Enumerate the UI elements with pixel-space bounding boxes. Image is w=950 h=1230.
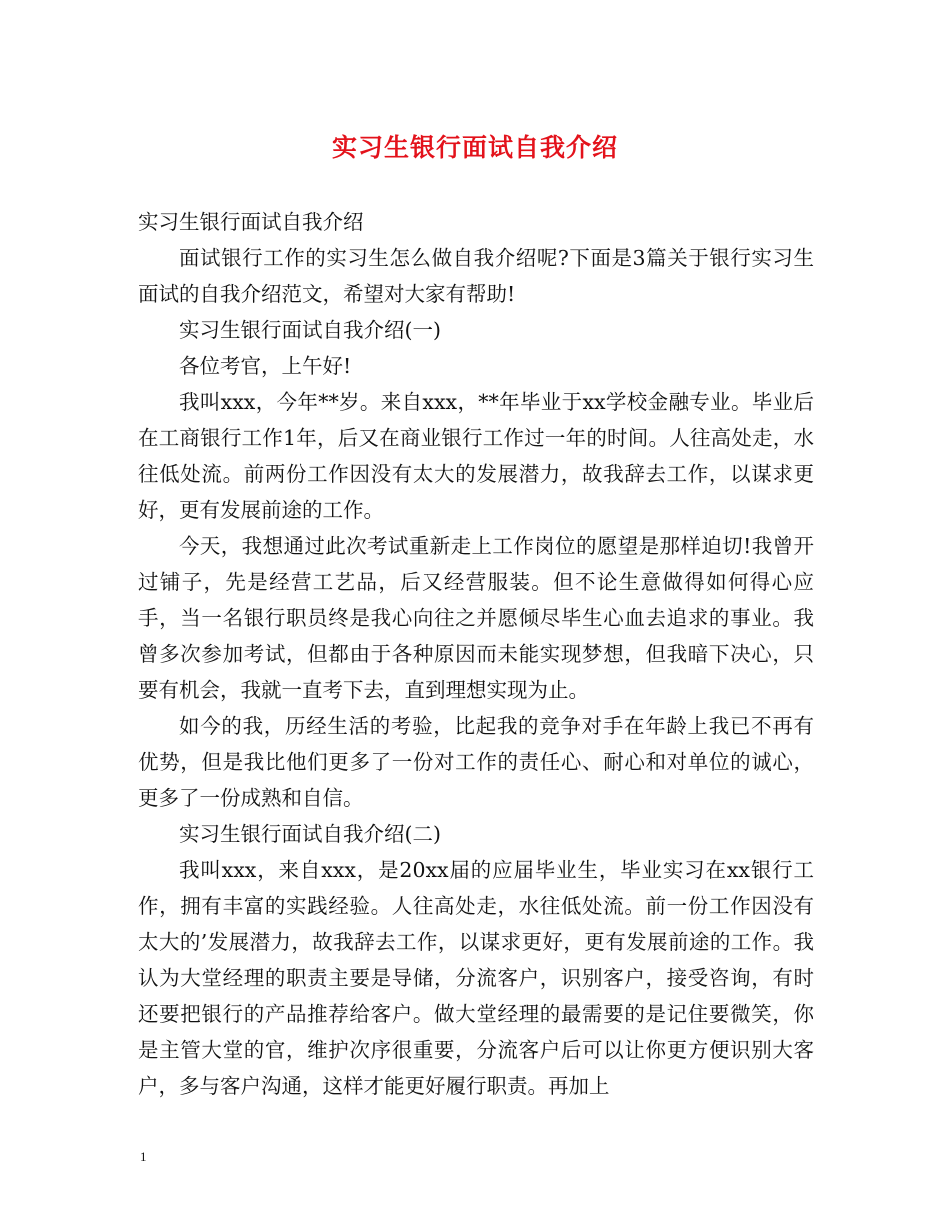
page-number: 1 bbox=[140, 1149, 147, 1164]
section-heading-2: 实习生银行面试自我介绍(二) bbox=[179, 822, 441, 846]
document-body bbox=[138, 204, 814, 1104]
paragraph-body: 如今的我，历经生活的考验，比起我的竞争对手在年龄上我已不再有优势，但是我比他们更多了一份对工作的责任心、耐心和对单位的诚心，更多了一份成熟和自信。 bbox=[138, 714, 814, 810]
paragraph-body: 今天，我想通过此次考试重新走上工作岗位的愿望是那样迫切!我曾开过铺子，先是经营工艺品，后又经营服装。但不论生意做得如何得心应手，当一名银行职员终是我心向往之并愿倾尽毕生心血去追求的事业。我曾多次参加考试，但都由于各种原因而未能实现梦想，但我暗下决心，只要有机会，我就一直考下去，直到理想实现为止。 bbox=[138, 534, 814, 702]
paragraph-body: 我叫xxx，来自xxx，是20xx届的应届毕业生，毕业实习在xx银行工作，拥有丰富的实践经验。人往高处走，水往低处流。前一份工作因没有太大的’发展潜力，故我辞去工作，以谋求更好，更有发展前途的工作。我认为大堂经理的职责主要是导储，分流客户，识别客户，接受咨询，有时还要把银行的产品推荐给客户。做大堂经理的最需要的是记住要微笑，你是主管大堂的官，维护次序很重要，分流客户后可以让你更方便识别大客户，多与客户沟通，这样才能更好履行职责。再加上 bbox=[138, 858, 814, 1098]
paragraph-heading: 实习生银行面试自我介绍 bbox=[138, 210, 364, 234]
paragraph-intro: 面试银行工作的实习生怎么做自我介绍呢?下面是3篇关于银行实习生面试的自我介绍范文，希望对大家有帮助! bbox=[138, 246, 814, 306]
paragraph-greeting: 各位考官，上午好! bbox=[179, 354, 352, 378]
paragraph-body: 我叫xxx，今年**岁。来自xxx，**年毕业于xx学校金融专业。毕业后在工商银行工作1年，后又在商业银行工作过一年的时间。人往高处走，水往低处流。前两份工作因没有太大的发展潜力，故我辞去工作，以谋求更好，更有发展前途的工作。 bbox=[138, 390, 814, 522]
document-title: 实习生银行面试自我介绍 bbox=[331, 133, 618, 162]
section-heading-1: 实习生银行面试自我介绍(一) bbox=[179, 318, 441, 342]
